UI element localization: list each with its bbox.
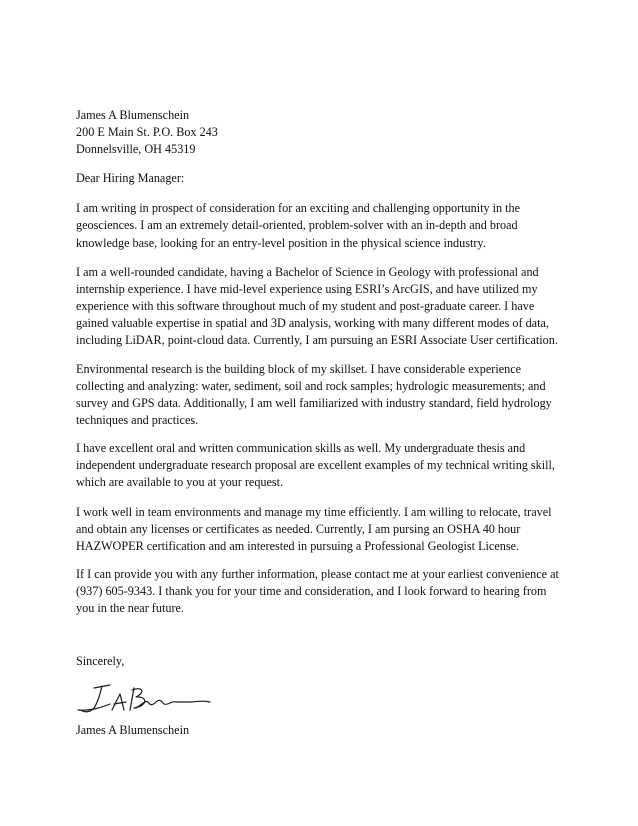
paragraph-intro: I am writing in prospect of consideration for an exciting and challenging opportunity in the geosciences. I am an extremely detail-oriented, problem-solver with an in-depth and broad knowledge base, looking for an entry-level position in the physical science industry. — [76, 201, 521, 250]
paragraph-contact: If I can provide you with any further information, please contact me at your earliest convenience at (937) 605-9343. I thank you for your time and consideration, and I look forward to hearing from you in the near future. — [76, 567, 559, 616]
paragraph-research: Environmental research is the building block of my skillset. I have considerable experience collecting and analyzing: water, sediment, soil and rock samples; hydrologic measurements; and survey and GPS data. Additionally, I am well familiarized with industry standard, field hydrology techniques and practices. — [76, 362, 552, 428]
signature-name: James A Blumenschein — [76, 723, 190, 738]
paragraph-qualifications: I am a well-rounded candidate, having a Bachelor of Science in Geology with professional and internship experience. I have mid-level experience using ESRI’s ArcGIS, and have utilized my experience with this software throughout much of my student and post-graduate career. I have gained valuable expertise in spatial and 3D analysis, working with many different modes of data, including LiDAR, point-cloud data. Currently, I am pursuing an ESRI Associate User certification. — [76, 264, 558, 348]
sender-name: James A Blumenschein — [76, 108, 190, 122]
sender-city: Donnelsville, OH 45319 — [76, 142, 196, 157]
salutation: Dear Hiring Manager: — [76, 171, 185, 186]
closing: Sincerely, — [76, 654, 125, 669]
handwritten-signature-icon — [76, 680, 216, 716]
paragraph-teamwork: I work well in team environments and manage my time efficiently. I am willing to relocate, travel and obtain any licenses or certificates as needed. Currently, I am pursing an OSHA 40 hour HAZWOPER certification and am interested in pursuing a Professional Geologist License. — [76, 504, 552, 553]
cover-letter — [76, 107, 566, 740]
paragraph-communication: I have excellent oral and written communication skills as well. My undergraduate thesis and independent undergraduate research proposal are excellent examples of my technical writing skill, which are available to you at your request. — [76, 440, 555, 489]
sender-street: 200 E Main St. P.O. Box 243 — [76, 125, 218, 140]
sender-address — [76, 107, 566, 158]
